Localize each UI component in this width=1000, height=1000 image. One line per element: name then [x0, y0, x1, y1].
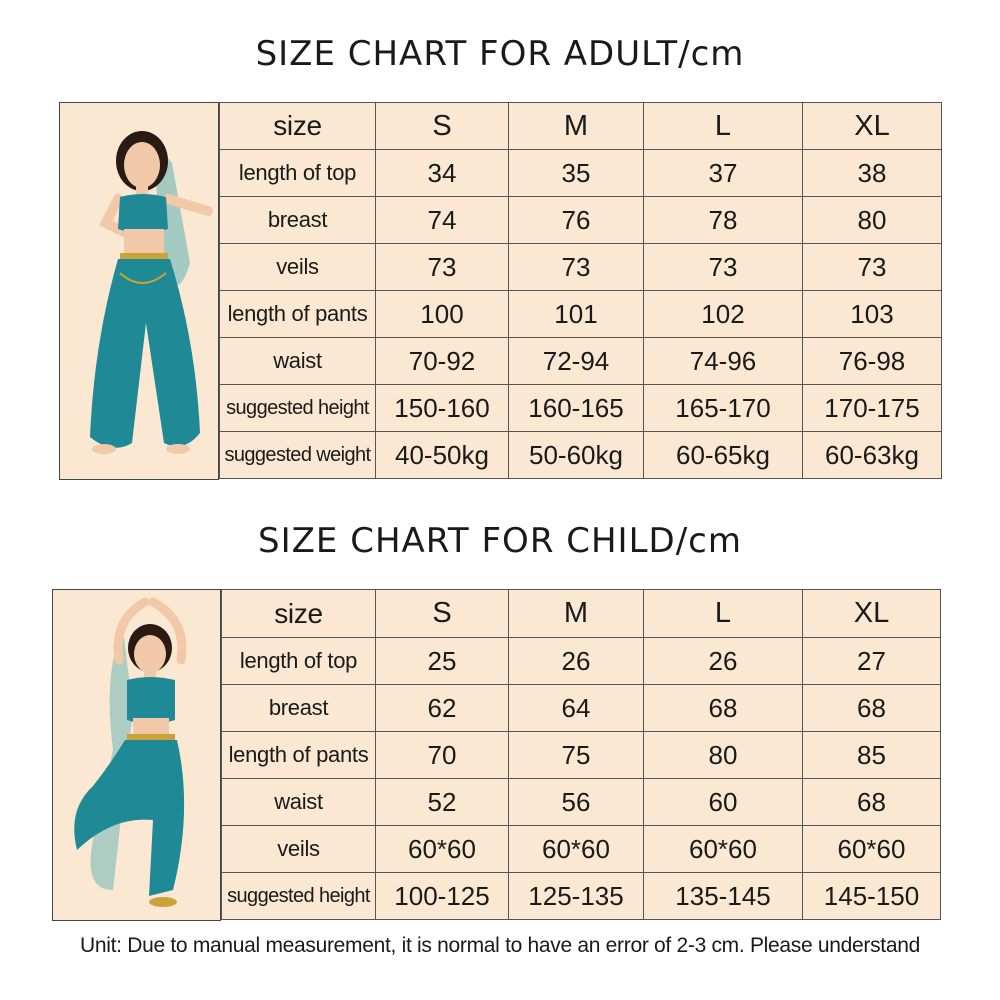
row-label: waist — [222, 779, 376, 826]
cell: 34 — [376, 150, 509, 197]
header-size: size — [220, 103, 376, 150]
cell: 60*60 — [376, 826, 509, 873]
row-label: veils — [222, 826, 376, 873]
cell: 60-65kg — [644, 432, 803, 479]
cell: 76 — [509, 197, 644, 244]
table-row — [222, 779, 941, 826]
cell: 64 — [509, 685, 644, 732]
table-row — [222, 732, 941, 779]
row-label: breast — [222, 685, 376, 732]
cell: 68 — [803, 779, 941, 826]
cell: 73 — [803, 244, 942, 291]
row-label: veils — [220, 244, 376, 291]
cell: 56 — [509, 779, 644, 826]
cell: 80 — [644, 732, 803, 779]
cell: 60*60 — [803, 826, 941, 873]
cell: 37 — [644, 150, 803, 197]
table-row — [220, 338, 942, 385]
row-label: length of pants — [222, 732, 376, 779]
adult-chart-title: SIZE CHART FOR ADULT/cm — [255, 34, 745, 74]
cell: 50-60kg — [509, 432, 644, 479]
child-model-photo — [52, 589, 221, 921]
cell: 26 — [644, 638, 803, 685]
child-size-table — [221, 589, 941, 920]
cell: 40-50kg — [376, 432, 509, 479]
unit-note: Unit: Due to manual measurement, it is normal to have an error of 2-3 cm. Please understand — [80, 934, 920, 957]
cell: 74-96 — [644, 338, 803, 385]
cell: 73 — [644, 244, 803, 291]
row-label: breast — [220, 197, 376, 244]
cell: 75 — [509, 732, 644, 779]
header-size: size — [222, 590, 376, 638]
row-label: length of pants — [220, 291, 376, 338]
cell: 150-160 — [376, 385, 509, 432]
cell: 145-150 — [803, 873, 941, 920]
row-label: length of top — [222, 638, 376, 685]
cell: 60-63kg — [803, 432, 942, 479]
table-header-row — [222, 590, 941, 638]
table-row — [220, 291, 942, 338]
adult-size-table — [219, 102, 942, 479]
cell: 73 — [509, 244, 644, 291]
row-label: suggested weight — [220, 432, 376, 479]
table-row — [220, 197, 942, 244]
cell: 70 — [376, 732, 509, 779]
row-label: suggested height — [220, 385, 376, 432]
cell: 38 — [803, 150, 942, 197]
table-row — [220, 150, 942, 197]
cell: 78 — [644, 197, 803, 244]
child-chart-title: SIZE CHART FOR CHILD/cm — [258, 521, 742, 561]
table-row — [222, 638, 941, 685]
cell: 160-165 — [509, 385, 644, 432]
cell: 27 — [803, 638, 941, 685]
cell: 100 — [376, 291, 509, 338]
cell: 52 — [376, 779, 509, 826]
header-xl: XL — [803, 103, 942, 150]
table-row — [220, 385, 942, 432]
cell: 68 — [644, 685, 803, 732]
cell: 125-135 — [509, 873, 644, 920]
woman-costume-icon — [60, 103, 218, 479]
cell: 70-92 — [376, 338, 509, 385]
cell: 103 — [803, 291, 942, 338]
header-l: L — [644, 590, 803, 638]
cell: 101 — [509, 291, 644, 338]
table-row — [222, 826, 941, 873]
cell: 165-170 — [644, 385, 803, 432]
cell: 72-94 — [509, 338, 644, 385]
cell: 74 — [376, 197, 509, 244]
cell: 102 — [644, 291, 803, 338]
cell: 68 — [803, 685, 941, 732]
table-row — [220, 432, 942, 479]
cell: 60*60 — [644, 826, 803, 873]
girl-costume-icon — [53, 590, 220, 920]
header-s: S — [376, 590, 509, 638]
cell: 135-145 — [644, 873, 803, 920]
adult-model-photo — [59, 102, 219, 480]
cell: 85 — [803, 732, 941, 779]
cell: 62 — [376, 685, 509, 732]
table-header-row — [220, 103, 942, 150]
row-label: length of top — [220, 150, 376, 197]
cell: 100-125 — [376, 873, 509, 920]
cell: 25 — [376, 638, 509, 685]
cell: 26 — [509, 638, 644, 685]
row-label: waist — [220, 338, 376, 385]
cell: 60 — [644, 779, 803, 826]
row-label: suggested height — [222, 873, 376, 920]
table-row — [220, 244, 942, 291]
cell: 73 — [376, 244, 509, 291]
header-l: L — [644, 103, 803, 150]
cell: 170-175 — [803, 385, 942, 432]
header-s: S — [376, 103, 509, 150]
table-row — [222, 685, 941, 732]
header-xl: XL — [803, 590, 941, 638]
table-row — [222, 873, 941, 920]
header-m: M — [509, 103, 644, 150]
header-m: M — [509, 590, 644, 638]
cell: 35 — [509, 150, 644, 197]
cell: 76-98 — [803, 338, 942, 385]
cell: 80 — [803, 197, 942, 244]
cell: 60*60 — [509, 826, 644, 873]
